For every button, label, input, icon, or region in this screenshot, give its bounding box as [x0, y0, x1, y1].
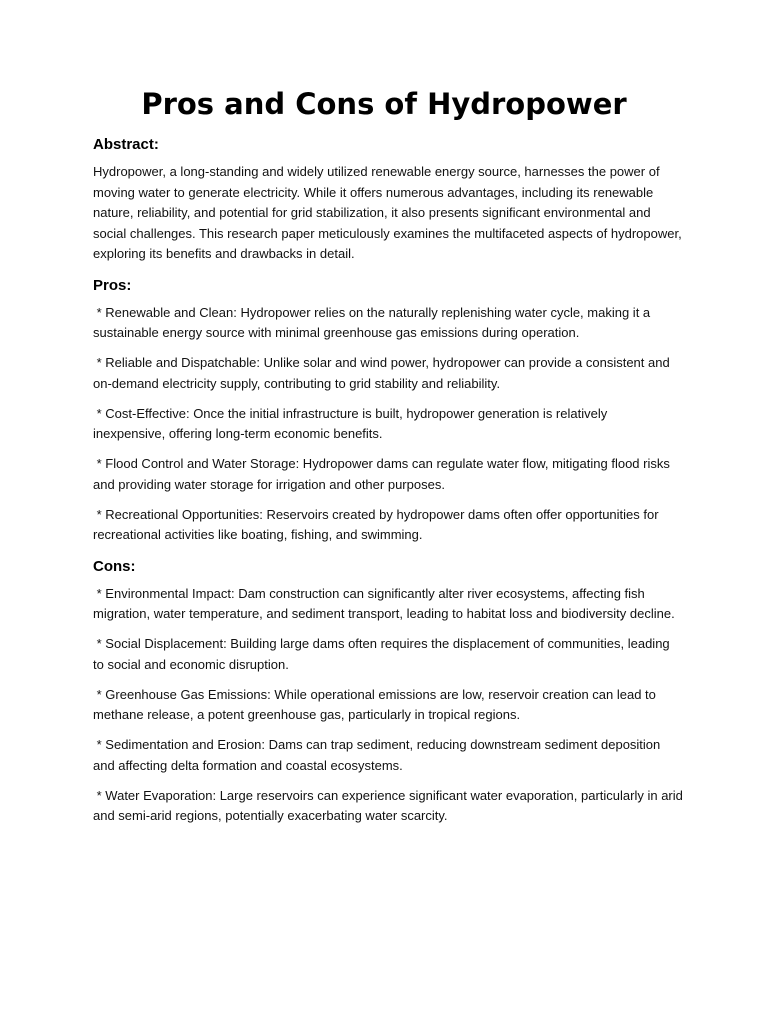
pros-heading: Pros: — [93, 276, 132, 294]
cons-list-item — [93, 634, 683, 675]
pros-item-text: Reliable and Dispatchable: Unlike solar and wind power, hydropower can provide a consistent and on-demand electricity supply, contributing to grid stability and reliability. — [93, 355, 670, 391]
bullet-marker: * — [93, 737, 106, 752]
cons-item-text: Greenhouse Gas Emissions: While operational emissions are low, reservoir creation can lead to methane release, a potent greenhouse gas, particularly in tropical regions. — [93, 686, 656, 722]
abstract-heading: Abstract: — [93, 136, 159, 153]
bullet-marker: * — [93, 355, 106, 370]
pros-item-text: Renewable and Clean: Hydropower relies on the naturally replenishing water cycle, making it a sustainable energy source with minimal greenhouse gas emissions during operation. — [93, 304, 651, 340]
bullet-marker: * — [93, 585, 106, 601]
page-title: Pros and Cons of Hydropower — [141, 87, 627, 121]
pros-list-item — [93, 505, 683, 546]
cons-section — [93, 556, 683, 827]
pros-item-text: Flood Control and Water Storage: Hydropower dams can regulate water flow, mitigating flood risks and providing water storage for irrigation and other purposes. — [93, 456, 670, 492]
cons-list-item — [93, 584, 683, 625]
cons-list-item — [93, 735, 683, 776]
cons-list-item — [93, 786, 683, 827]
document-body — [93, 134, 683, 837]
pros-list-item — [93, 353, 683, 394]
pros-list-item — [93, 303, 683, 344]
cons-item-text: Sedimentation and Erosion: Dams can trap sediment, reducing downstream sediment deposition and affecting delta formation and coastal ecosystems. — [93, 737, 661, 773]
cons-list — [93, 584, 683, 827]
bullet-marker: * — [93, 636, 106, 651]
bullet-marker: * — [93, 405, 106, 421]
pros-list-item — [93, 404, 683, 445]
bullet-marker: * — [93, 456, 106, 471]
cons-item-text: Social Displacement: Building large dams often requires the displacement of communities, leading to social and economic disruption. — [93, 636, 670, 672]
pros-section — [93, 275, 683, 546]
cons-item-text: Water Evaporation: Large reservoirs can experience significant water evaporation, particularly in arid and semi-arid regions, potentially exacerbating water scarcity. — [93, 787, 683, 823]
abstract-section — [93, 134, 683, 265]
cons-item-text: Environmental Impact: Dam construction can significantly alter river ecosystems, affecting fish migration, water temperature, and sediment transport, leading to habitat loss and biodiversity decline. — [93, 585, 675, 621]
pros-list-item — [93, 454, 683, 495]
pros-list — [93, 303, 683, 546]
bullet-marker: * — [93, 787, 106, 803]
cons-list-item — [93, 685, 683, 726]
cons-heading: Cons: — [93, 557, 136, 575]
pros-item-text: Cost-Effective: Once the initial infrastructure is built, hydropower generation is relatively inexpensive, offering long-term economic benefits. — [93, 405, 608, 441]
bullet-marker: * — [93, 304, 106, 320]
abstract-text: Hydropower, a long-standing and widely utilized renewable energy source, harnesses the power of moving water to generate electricity. While it offers numerous advantages, including its renewable nature, reliability, and potential for grid stabilization, it also presents significant environmental and social challenges. This research paper meticulously examines the multifaceted aspects of hydropower, exploring its benefits and drawbacks in detail. — [93, 164, 682, 261]
bullet-marker: * — [93, 686, 106, 702]
pros-item-text: Recreational Opportunities: Reservoirs created by hydropower dams often offer opportunities for recreational activities like boating, fishing, and swimming. — [93, 506, 659, 542]
bullet-marker: * — [93, 506, 106, 522]
